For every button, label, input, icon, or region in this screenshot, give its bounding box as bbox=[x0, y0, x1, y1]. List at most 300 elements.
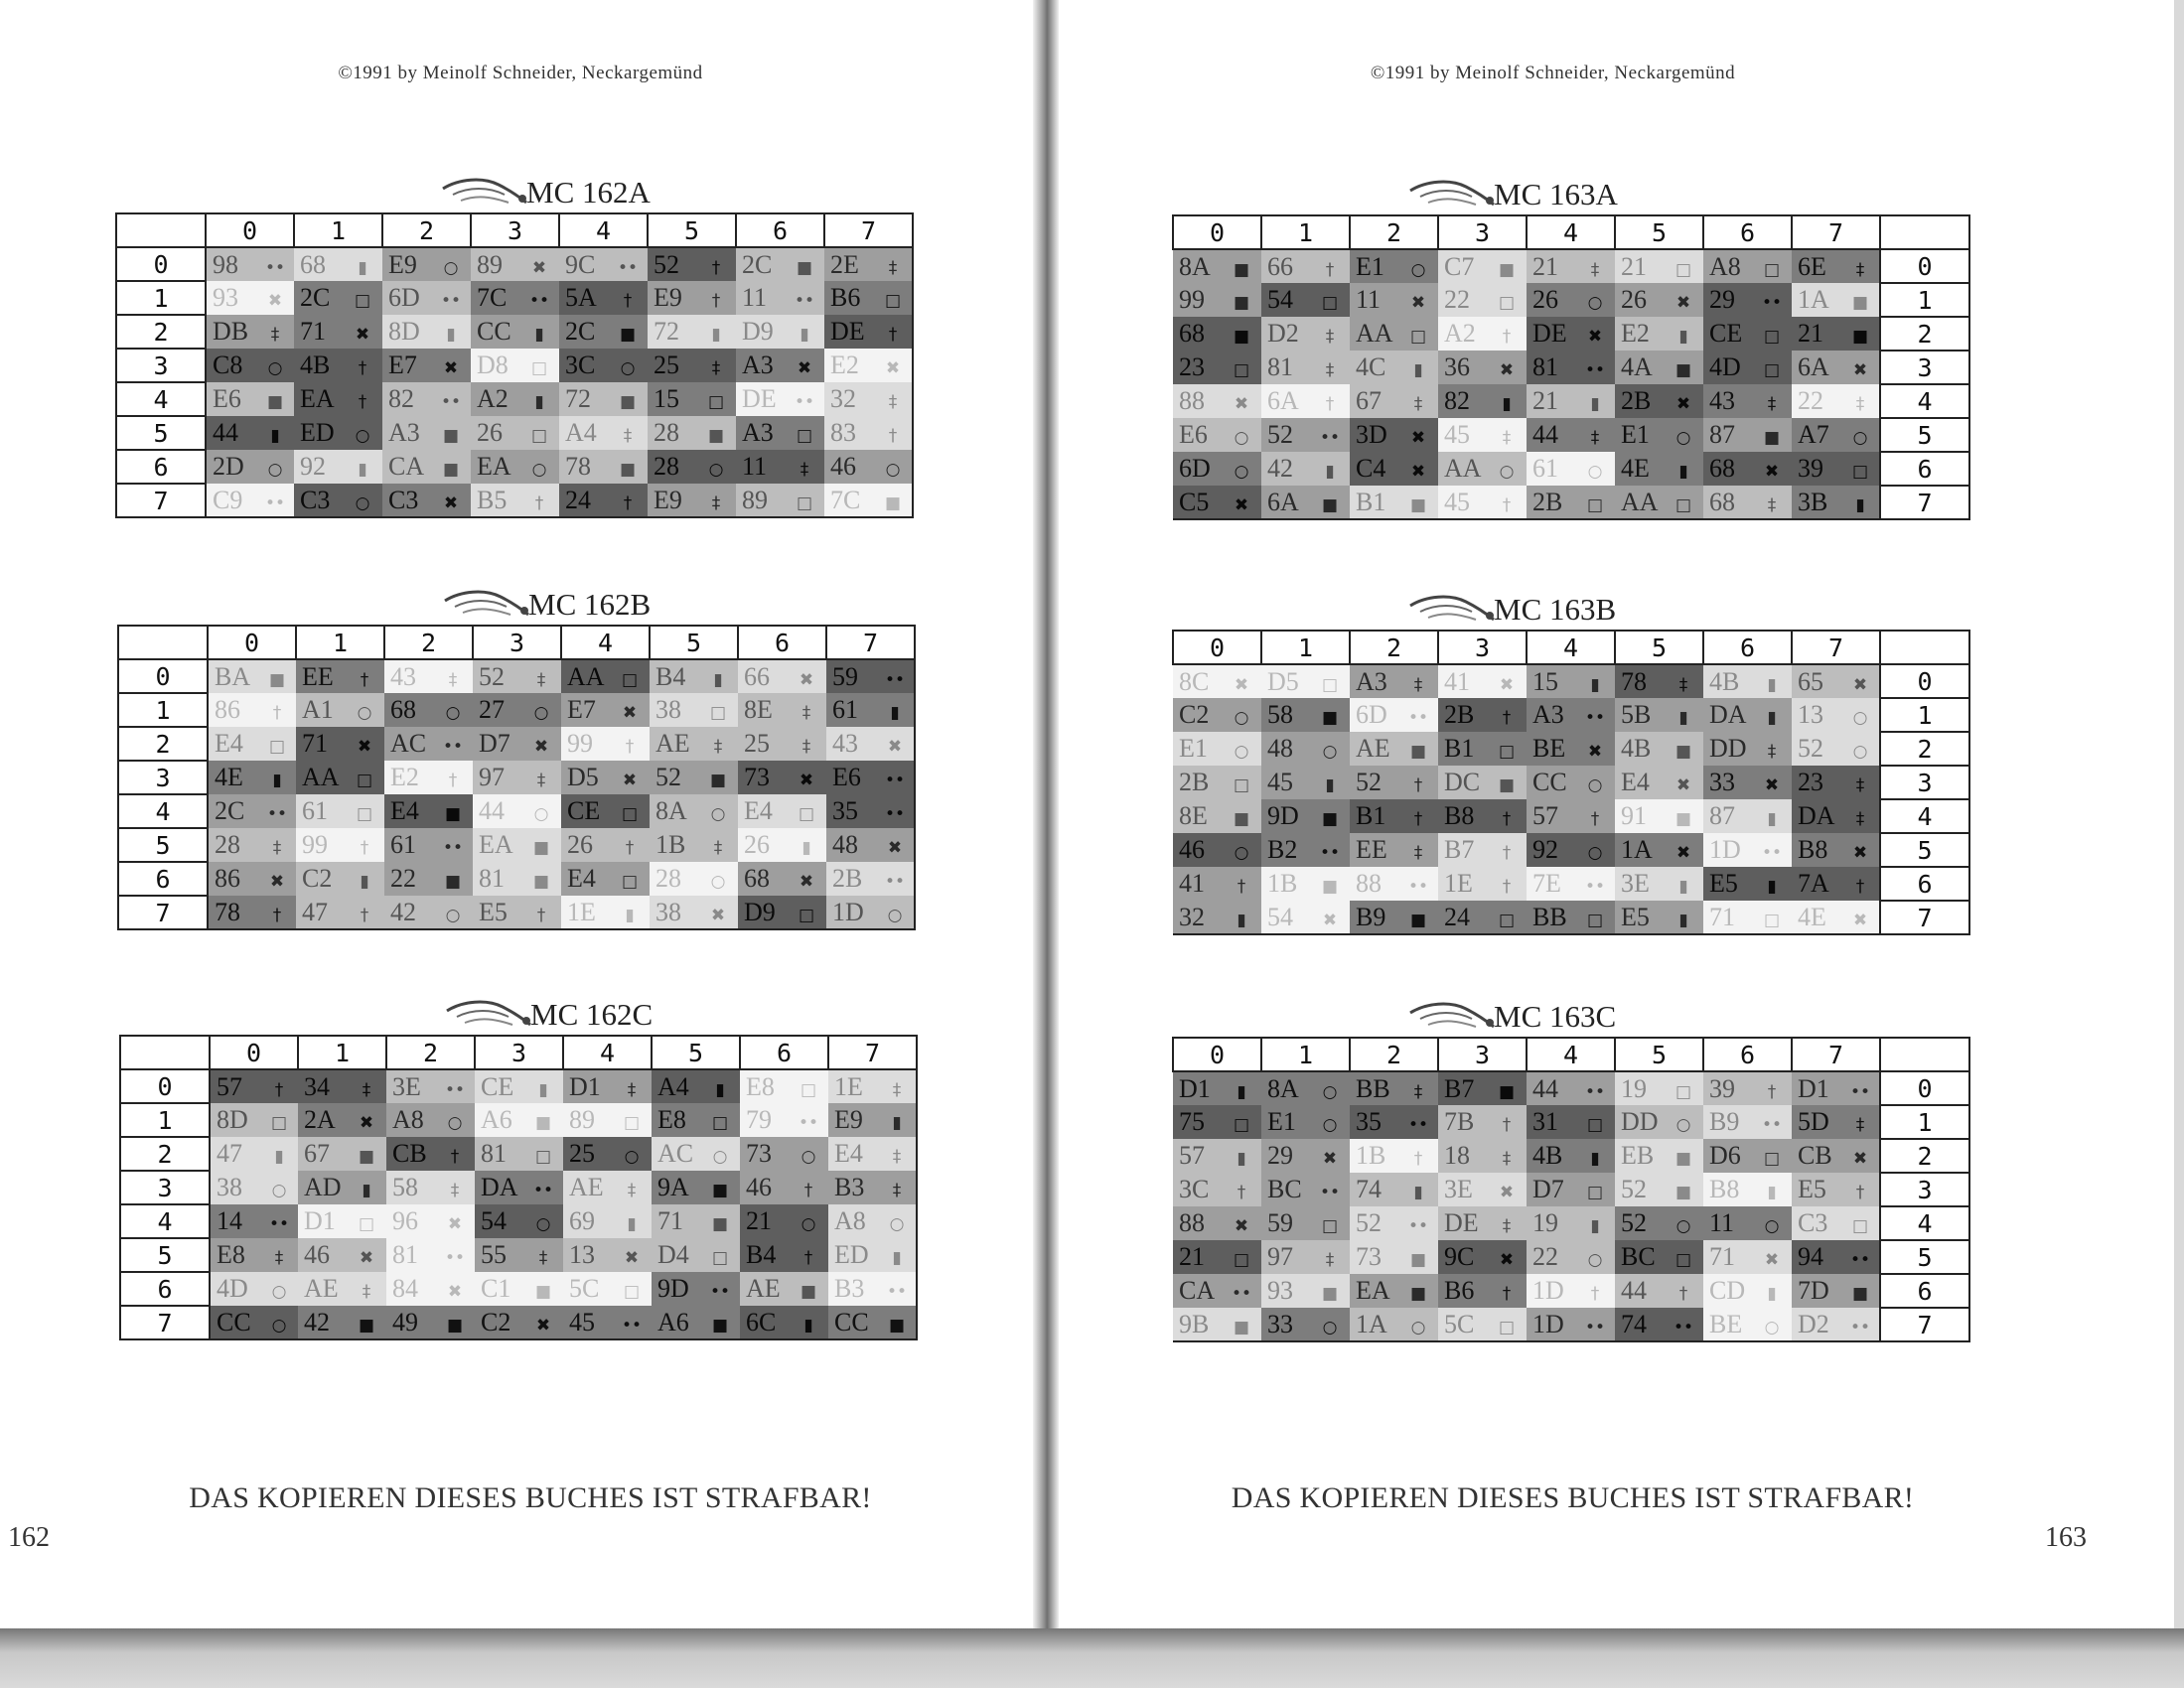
cell-symbol-icon: ■ bbox=[1321, 809, 1339, 829]
code-cell bbox=[1527, 351, 1615, 384]
code-value: 42 bbox=[304, 1307, 330, 1336]
code-value: 22 bbox=[1798, 386, 1823, 415]
cell-symbol-icon: ✖ bbox=[622, 771, 638, 790]
cell-symbol-icon: ‡ bbox=[1325, 1250, 1335, 1270]
code-value: 52 bbox=[1356, 768, 1382, 796]
code-value: 11 bbox=[742, 283, 768, 312]
table-title-text: MC 162A bbox=[526, 175, 651, 210]
code-cell bbox=[1527, 452, 1615, 486]
cell-symbol-icon: ■ bbox=[619, 392, 637, 412]
cell-symbol-icon: •• bbox=[444, 1248, 466, 1268]
code-value: 99 bbox=[302, 830, 328, 859]
cell-symbol-icon: ▮ bbox=[1413, 360, 1423, 380]
cell-symbol-icon: ○ bbox=[885, 460, 901, 480]
code-cell bbox=[1615, 1206, 1703, 1240]
cell-symbol-icon: ‡ bbox=[1413, 1081, 1423, 1102]
code-value: E2 bbox=[1621, 319, 1650, 348]
cell-symbol-icon: ▮ bbox=[362, 1181, 371, 1200]
cell-symbol-icon: ■ bbox=[1674, 809, 1692, 829]
code-value: 48 bbox=[1267, 734, 1293, 763]
code-value: D5 bbox=[567, 763, 599, 791]
code-cell bbox=[1527, 1139, 1615, 1173]
code-value: A3 bbox=[1356, 666, 1387, 696]
code-cell bbox=[1261, 1308, 1350, 1341]
code-value: 32 bbox=[1179, 902, 1205, 931]
cell-symbol-icon: ■ bbox=[442, 426, 460, 446]
table-title-text: MC 163B bbox=[1494, 592, 1617, 627]
code-cell bbox=[824, 247, 913, 281]
code-value: 9C bbox=[565, 249, 596, 279]
code-cell bbox=[563, 1137, 652, 1171]
cell-symbol-icon: ○ bbox=[1587, 293, 1603, 313]
cell-symbol-icon: † bbox=[1502, 843, 1512, 863]
code-value: E5 bbox=[1798, 1175, 1826, 1203]
cell-symbol-icon: ✖ bbox=[267, 291, 283, 311]
code-value: 38 bbox=[217, 1173, 242, 1201]
table-row bbox=[1173, 1173, 1969, 1206]
column-label: 6 bbox=[736, 213, 824, 247]
code-cell bbox=[1173, 384, 1261, 418]
code-cell bbox=[382, 281, 471, 315]
code-value: DE bbox=[830, 317, 865, 346]
code-value: A3 bbox=[742, 418, 774, 447]
code-cell bbox=[1261, 418, 1350, 452]
book-gutter bbox=[1033, 0, 1059, 1628]
code-value: 84 bbox=[392, 1274, 418, 1303]
swirl-logo-icon bbox=[443, 997, 534, 1033]
code-cell bbox=[1792, 1274, 1880, 1308]
cell-symbol-icon: •• bbox=[442, 737, 464, 757]
cell-symbol-icon: •• bbox=[1407, 1115, 1429, 1135]
cell-symbol-icon: •• bbox=[1849, 1317, 1871, 1337]
cell-symbol-icon: □ bbox=[530, 358, 548, 378]
code-value: E8 bbox=[746, 1071, 775, 1101]
code-value: 48 bbox=[832, 830, 858, 859]
code-value: BE bbox=[1709, 1309, 1743, 1338]
cell-symbol-icon: ✖ bbox=[1410, 428, 1426, 448]
column-label: 7 bbox=[1792, 215, 1880, 249]
code-value: 7E bbox=[1532, 869, 1561, 898]
row-label: 1 bbox=[1880, 1105, 1969, 1139]
column-label: 4 bbox=[1527, 1038, 1615, 1071]
code-value: 8E bbox=[1179, 801, 1208, 830]
cell-symbol-icon: ▮ bbox=[890, 703, 900, 723]
table-row bbox=[118, 727, 915, 761]
cell-symbol-icon: ▮ bbox=[715, 1079, 725, 1100]
code-value: C3 bbox=[1798, 1208, 1828, 1237]
code-value: 3E bbox=[1444, 1175, 1473, 1203]
code-cell bbox=[386, 1272, 475, 1306]
code-cell bbox=[1703, 1240, 1792, 1274]
code-value: E2 bbox=[830, 351, 859, 379]
code-cell bbox=[1173, 418, 1261, 452]
cell-symbol-icon: •• bbox=[886, 1282, 908, 1302]
code-value: E4 bbox=[744, 796, 773, 825]
code-value: CE bbox=[1709, 319, 1743, 348]
code-value: B4 bbox=[746, 1240, 777, 1269]
cell-symbol-icon: ‡ bbox=[892, 1147, 902, 1167]
code-cell bbox=[563, 1306, 652, 1339]
cell-symbol-icon: ○ bbox=[1322, 1317, 1338, 1337]
code-value: AE bbox=[1356, 734, 1390, 763]
code-cell bbox=[1350, 1206, 1438, 1240]
cell-symbol-icon: □ bbox=[1763, 360, 1781, 380]
cell-symbol-icon: ○ bbox=[1322, 1115, 1338, 1135]
cell-symbol-icon: •• bbox=[884, 804, 906, 824]
code-value: A1 bbox=[302, 695, 334, 724]
code-value: B3 bbox=[834, 1173, 865, 1201]
cell-symbol-icon: ○ bbox=[1764, 1317, 1780, 1337]
column-label: 4 bbox=[559, 213, 648, 247]
code-cell bbox=[1703, 1274, 1792, 1308]
cell-symbol-icon: □ bbox=[534, 1147, 552, 1167]
cell-symbol-icon: † bbox=[888, 426, 898, 446]
cell-symbol-icon: ▮ bbox=[1502, 394, 1512, 414]
code-cell bbox=[1173, 1173, 1261, 1206]
code-value: 47 bbox=[302, 897, 328, 926]
table-row bbox=[1173, 384, 1969, 418]
code-value: EE bbox=[1356, 835, 1387, 864]
cell-symbol-icon: ✖ bbox=[269, 872, 285, 892]
code-cell bbox=[1261, 867, 1350, 901]
cell-symbol-icon: □ bbox=[1763, 1149, 1781, 1169]
cell-symbol-icon: □ bbox=[356, 804, 373, 824]
code-value: DB bbox=[213, 317, 249, 346]
cell-symbol-icon: ■ bbox=[1498, 775, 1516, 795]
cell-symbol-icon: □ bbox=[1674, 259, 1692, 280]
cell-symbol-icon: ✖ bbox=[359, 1248, 374, 1268]
cell-symbol-icon: •• bbox=[1319, 843, 1341, 863]
code-cell bbox=[1350, 384, 1438, 418]
cell-symbol-icon: •• bbox=[794, 392, 815, 412]
code-value: C1 bbox=[481, 1274, 511, 1303]
code-cell bbox=[1527, 1071, 1615, 1105]
cell-symbol-icon: ○ bbox=[1587, 462, 1603, 482]
code-value: 25 bbox=[744, 729, 770, 758]
cell-symbol-icon: ■ bbox=[1409, 1284, 1427, 1304]
cell-symbol-icon: •• bbox=[532, 1181, 554, 1200]
code-value: 61 bbox=[832, 695, 858, 724]
cell-symbol-icon: □ bbox=[621, 804, 639, 824]
code-value: 89 bbox=[569, 1105, 595, 1134]
code-cell bbox=[473, 794, 561, 828]
code-value: B1 bbox=[1356, 801, 1386, 830]
cell-symbol-icon: ✖ bbox=[1587, 327, 1603, 347]
code-cell bbox=[1350, 418, 1438, 452]
code-cell bbox=[1615, 249, 1703, 283]
code-cell bbox=[208, 659, 296, 693]
code-cell bbox=[652, 1137, 740, 1171]
code-cell bbox=[1527, 1274, 1615, 1308]
cell-symbol-icon: † bbox=[1855, 877, 1865, 897]
code-value: 58 bbox=[1267, 700, 1293, 729]
code-value: 4B bbox=[300, 351, 331, 379]
code-cell bbox=[208, 727, 296, 761]
cell-symbol-icon: □ bbox=[621, 872, 639, 892]
code-value: 46 bbox=[1179, 835, 1205, 864]
code-grid bbox=[119, 1035, 918, 1340]
table-title bbox=[1406, 584, 1616, 628]
code-value: CB bbox=[1798, 1141, 1832, 1170]
cell-symbol-icon: ○ bbox=[1587, 843, 1603, 863]
code-cell bbox=[296, 659, 384, 693]
code-value: AE bbox=[304, 1274, 339, 1303]
table-row bbox=[118, 794, 915, 828]
cell-symbol-icon: ○ bbox=[1764, 1216, 1780, 1236]
code-cell bbox=[738, 896, 826, 929]
table-title bbox=[441, 579, 651, 623]
cell-symbol-icon: † bbox=[358, 358, 367, 378]
cell-symbol-icon: ‡ bbox=[888, 392, 898, 412]
code-cell bbox=[1792, 1139, 1880, 1173]
code-cell bbox=[1438, 351, 1527, 384]
cell-symbol-icon: ○ bbox=[1587, 1250, 1603, 1270]
code-value: 87 bbox=[1709, 801, 1735, 830]
row-label: 7 bbox=[1880, 901, 1969, 934]
code-value: 9C bbox=[1444, 1242, 1475, 1271]
code-value: 39 bbox=[1709, 1073, 1735, 1103]
cell-symbol-icon: □ bbox=[707, 392, 725, 412]
code-cell bbox=[1261, 664, 1350, 698]
code-cell bbox=[473, 659, 561, 693]
column-label: 0 bbox=[1173, 631, 1261, 664]
row-label: 1 bbox=[1880, 283, 1969, 317]
column-label: 2 bbox=[386, 1036, 475, 1069]
cell-symbol-icon: † bbox=[1590, 1284, 1600, 1304]
cell-symbol-icon: † bbox=[803, 1181, 813, 1200]
code-value: AA bbox=[302, 763, 340, 791]
cell-symbol-icon: ○ bbox=[889, 1214, 905, 1234]
cell-symbol-icon: ▮ bbox=[272, 771, 282, 790]
code-value: 6A bbox=[1267, 487, 1299, 516]
cell-symbol-icon: ✖ bbox=[1322, 1149, 1338, 1169]
cell-symbol-icon: •• bbox=[1319, 1183, 1341, 1202]
cell-symbol-icon: ▮ bbox=[270, 426, 280, 446]
code-cell bbox=[1792, 732, 1880, 766]
code-cell bbox=[298, 1238, 386, 1272]
cell-symbol-icon: ■ bbox=[532, 872, 550, 892]
cell-symbol-icon: ○ bbox=[271, 1282, 287, 1302]
code-cell bbox=[559, 416, 648, 450]
code-value: BB bbox=[1356, 1073, 1390, 1103]
code-cell bbox=[652, 1272, 740, 1306]
code-cell bbox=[1792, 283, 1880, 317]
code-cell bbox=[1615, 698, 1703, 732]
code-cell bbox=[1350, 1240, 1438, 1274]
cell-symbol-icon: ✖ bbox=[1410, 462, 1426, 482]
code-cell bbox=[559, 349, 648, 382]
code-value: 21 bbox=[1532, 386, 1558, 415]
code-cell bbox=[1350, 1308, 1438, 1341]
code-value: 69 bbox=[569, 1206, 595, 1235]
cell-symbol-icon: ✖ bbox=[624, 1248, 640, 1268]
code-cell bbox=[382, 450, 471, 484]
cell-symbol-icon: □ bbox=[1851, 462, 1869, 482]
cell-symbol-icon: ‡ bbox=[892, 1079, 902, 1100]
cell-symbol-icon: ▮ bbox=[1590, 394, 1600, 414]
cell-symbol-icon: ■ bbox=[711, 1181, 729, 1200]
code-cell bbox=[1703, 901, 1792, 934]
cell-symbol-icon: •• bbox=[440, 291, 462, 311]
code-value: 52 bbox=[1356, 1208, 1382, 1237]
cell-symbol-icon: ‡ bbox=[1502, 1149, 1512, 1169]
code-cell bbox=[1438, 1173, 1527, 1206]
corner-cell bbox=[1880, 1038, 1969, 1071]
code-cell bbox=[1703, 1173, 1792, 1206]
cell-symbol-icon: ▮ bbox=[1767, 674, 1777, 695]
code-value: 2C bbox=[215, 796, 245, 825]
cell-symbol-icon: □ bbox=[1409, 327, 1427, 347]
code-cell bbox=[738, 727, 826, 761]
table-row bbox=[120, 1069, 917, 1103]
code-cell bbox=[824, 484, 913, 517]
code-value: 45 bbox=[1444, 420, 1470, 449]
code-value: D1 bbox=[1798, 1073, 1829, 1103]
code-value: 1E bbox=[567, 897, 596, 926]
cell-symbol-icon: † bbox=[1855, 1183, 1865, 1202]
column-label: 1 bbox=[1261, 631, 1350, 664]
row-label: 3 bbox=[116, 349, 206, 382]
cell-symbol-icon: ○ bbox=[1410, 1317, 1426, 1337]
code-value: 52 bbox=[1621, 1175, 1647, 1203]
code-cell bbox=[294, 349, 382, 382]
cell-symbol-icon: □ bbox=[1321, 1216, 1339, 1236]
code-cell bbox=[1615, 418, 1703, 452]
cell-symbol-icon: □ bbox=[1498, 910, 1516, 930]
cell-symbol-icon: ✖ bbox=[1852, 1149, 1868, 1169]
code-cell bbox=[384, 659, 473, 693]
cell-symbol-icon: ▮ bbox=[803, 1315, 813, 1336]
cell-symbol-icon: ‡ bbox=[892, 1181, 902, 1200]
code-value: CC bbox=[217, 1307, 251, 1336]
code-cell bbox=[1350, 283, 1438, 317]
code-cell bbox=[824, 315, 913, 349]
cell-symbol-icon: •• bbox=[268, 1214, 290, 1234]
cell-symbol-icon: † bbox=[448, 771, 458, 790]
cell-symbol-icon: □ bbox=[884, 291, 902, 311]
code-value: EA bbox=[477, 452, 511, 481]
code-cell bbox=[826, 659, 915, 693]
code-value: 94 bbox=[1798, 1242, 1823, 1271]
code-value: BC bbox=[1621, 1242, 1656, 1271]
code-value: A3 bbox=[1532, 700, 1564, 729]
code-value: E5 bbox=[1621, 902, 1650, 931]
code-cell bbox=[208, 828, 296, 862]
code-cell bbox=[1261, 1240, 1350, 1274]
code-value: 22 bbox=[390, 864, 416, 893]
cell-symbol-icon: ‡ bbox=[1413, 674, 1423, 695]
row-label: 2 bbox=[1880, 732, 1969, 766]
code-value: 81 bbox=[392, 1240, 418, 1269]
code-value: DA bbox=[481, 1173, 518, 1201]
cell-symbol-icon: ▮ bbox=[1590, 1216, 1600, 1236]
code-value: D6 bbox=[1709, 1141, 1741, 1170]
code-value: D1 bbox=[304, 1206, 336, 1235]
code-value: 7C bbox=[830, 485, 861, 514]
cell-symbol-icon: ✖ bbox=[535, 1315, 551, 1336]
code-cell bbox=[740, 1204, 828, 1238]
code-cell bbox=[1438, 384, 1527, 418]
table-title bbox=[1406, 169, 1618, 212]
code-value: 6E bbox=[1798, 251, 1826, 281]
row-label: 2 bbox=[118, 727, 208, 761]
row-label: 4 bbox=[1880, 799, 1969, 833]
cell-symbol-icon: ○ bbox=[710, 804, 726, 824]
code-cell bbox=[652, 1069, 740, 1103]
code-cell bbox=[1438, 766, 1527, 799]
code-cell bbox=[208, 761, 296, 794]
code-value: AA bbox=[1444, 454, 1482, 483]
code-value: 68 bbox=[1709, 487, 1735, 516]
code-value: 46 bbox=[746, 1173, 772, 1201]
cell-symbol-icon: □ bbox=[711, 1113, 729, 1133]
code-cell bbox=[475, 1137, 563, 1171]
code-value: 8C bbox=[1179, 666, 1210, 696]
code-cell bbox=[1703, 283, 1792, 317]
cell-symbol-icon: ‡ bbox=[711, 358, 721, 378]
cell-symbol-icon: ‡ bbox=[623, 426, 633, 446]
code-cell bbox=[1703, 867, 1792, 901]
code-value: C9 bbox=[213, 485, 243, 514]
code-cell bbox=[650, 693, 738, 727]
cell-symbol-icon: •• bbox=[444, 1079, 466, 1100]
cell-symbol-icon: ✖ bbox=[799, 872, 814, 892]
code-cell bbox=[1792, 1240, 1880, 1274]
code-cell bbox=[1261, 317, 1350, 351]
code-cell bbox=[1261, 698, 1350, 732]
cell-symbol-icon: ▮ bbox=[711, 325, 721, 345]
cell-symbol-icon: † bbox=[623, 492, 633, 513]
table-row bbox=[118, 828, 915, 862]
code-cell bbox=[475, 1171, 563, 1204]
cell-symbol-icon: ■ bbox=[619, 325, 637, 345]
code-value: 46 bbox=[304, 1240, 330, 1269]
code-cell bbox=[559, 315, 648, 349]
code-cell bbox=[210, 1272, 298, 1306]
code-cell bbox=[1615, 732, 1703, 766]
code-cell bbox=[828, 1238, 917, 1272]
cell-symbol-icon: † bbox=[1502, 877, 1512, 897]
cell-symbol-icon: ○ bbox=[1234, 742, 1249, 762]
cell-symbol-icon: ○ bbox=[1322, 1081, 1338, 1102]
code-value: 81 bbox=[1267, 352, 1293, 381]
cell-symbol-icon: ‡ bbox=[627, 1079, 637, 1100]
code-value: 15 bbox=[1532, 666, 1558, 696]
code-cell bbox=[1615, 1240, 1703, 1274]
code-value: 98 bbox=[213, 249, 238, 279]
cell-symbol-icon: ▮ bbox=[1413, 1183, 1423, 1202]
code-cell bbox=[1350, 901, 1438, 934]
code-value: 43 bbox=[390, 661, 416, 691]
column-label: 1 bbox=[298, 1036, 386, 1069]
code-value: 68 bbox=[1709, 454, 1735, 483]
code-cell bbox=[650, 896, 738, 929]
code-cell bbox=[1350, 486, 1438, 519]
code-value: 42 bbox=[1267, 454, 1293, 483]
column-label: 4 bbox=[561, 626, 650, 659]
code-value: 1A bbox=[1356, 1309, 1387, 1338]
code-cell bbox=[561, 693, 650, 727]
code-value: 13 bbox=[569, 1240, 595, 1269]
cell-symbol-icon: ○ bbox=[271, 1315, 287, 1336]
code-value: 3E bbox=[1621, 869, 1650, 898]
code-value: CA bbox=[1179, 1276, 1216, 1305]
code-cell bbox=[1792, 664, 1880, 698]
table-row bbox=[116, 382, 913, 416]
code-cell bbox=[471, 247, 559, 281]
code-cell bbox=[652, 1306, 740, 1339]
cell-symbol-icon: † bbox=[358, 392, 367, 412]
